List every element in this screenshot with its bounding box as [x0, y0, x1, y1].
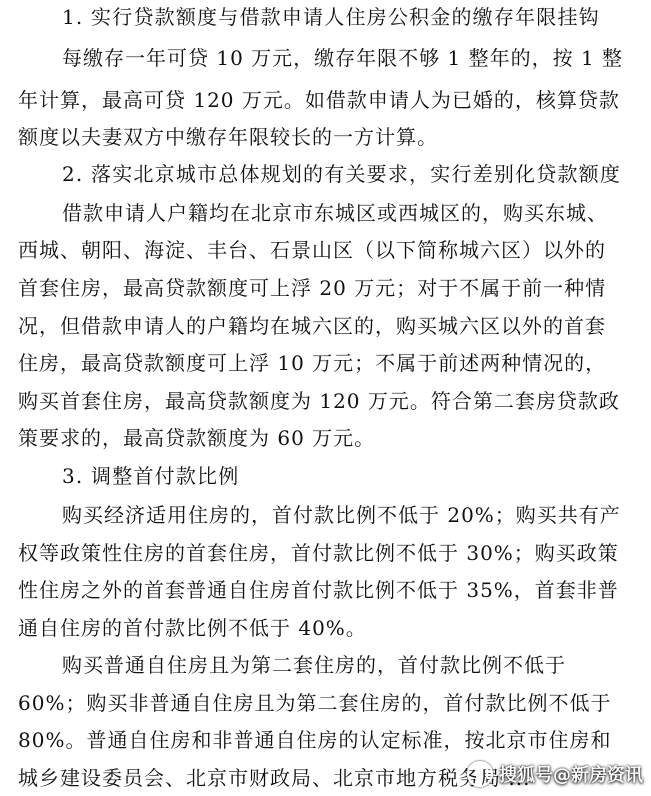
paragraph-line: 年计算，最高可贷 120 万元。如借款申请人为已婚的，核算贷款: [18, 88, 620, 112]
heading-1: 1. 实行贷款额度与借款申请人住房公积金的缴存年限挂钩: [62, 5, 600, 29]
paragraph-line: 80%。普通自住房和非普通自住房的认定标准，按北京市住房和: [18, 728, 612, 752]
paragraph-line: 每缴存一年可贷 10 万元，缴存年限不够 1 整年的，按 1 整: [62, 46, 624, 70]
paragraph-line: 城乡建设委员会、北京市财政局、北京市地方税务局 ...: [18, 766, 531, 790]
heading-2: 2. 落实北京城市总体规划的有关要求，实行差别化贷款额度: [62, 162, 622, 186]
paragraph-line: 购买普通自住房且为第二套住房的，首付款比例不低于: [62, 653, 566, 677]
paragraph-line: 西城、朝阳、海淀、丰台、石景山区（以下简称城六区）以外的: [18, 238, 606, 262]
paragraph-line: 策要求的，最高贷款额度为 60 万元。: [18, 426, 376, 450]
paragraph-line: 通自住房的首付款比例不低于 40%。: [18, 616, 367, 640]
watermark: [467, 761, 643, 787]
paragraph-line: 借款申请人户籍均在北京市东城区或西城区的，购买东城、: [62, 201, 608, 225]
watermark-text: 搜狐号@新房资讯: [499, 765, 643, 786]
heading-3: 3. 调整首付款比例: [62, 464, 240, 488]
paragraph-line: 购买首套住房，最高贷款额度为 120 万元。符合第二套房贷款政: [18, 389, 620, 413]
paragraph-line: 权等政策性住房的首套住房，首付款比例不低于 30%；购买政策: [18, 541, 619, 565]
paragraph-line: 况，但借款申请人的户籍均在城六区的，购买城六区以外的首套: [18, 314, 606, 338]
paragraph-line: 购买经济适用住房的，首付款比例不低于 20%；购买共有产: [62, 503, 621, 527]
paragraph-line: 60%；购买非普通自住房且为第二套住房的，首付款比例不低于: [18, 691, 612, 715]
paragraph-line: 性住房之外的首套普通自住房首付款比例不低于 35%，首套非普: [18, 578, 619, 602]
paragraph-line: 额度以夫妻双方中缴存年限较长的一方计算。: [18, 125, 438, 149]
paragraph-line: 首套住房，最高贷款额度可上浮 20 万元；对于不属于前一种情: [18, 276, 607, 300]
paragraph-line: 住房，最高贷款额度可上浮 10 万元；不属于前述两种情况的，: [18, 351, 607, 375]
sohu-logo-icon: [467, 761, 493, 787]
